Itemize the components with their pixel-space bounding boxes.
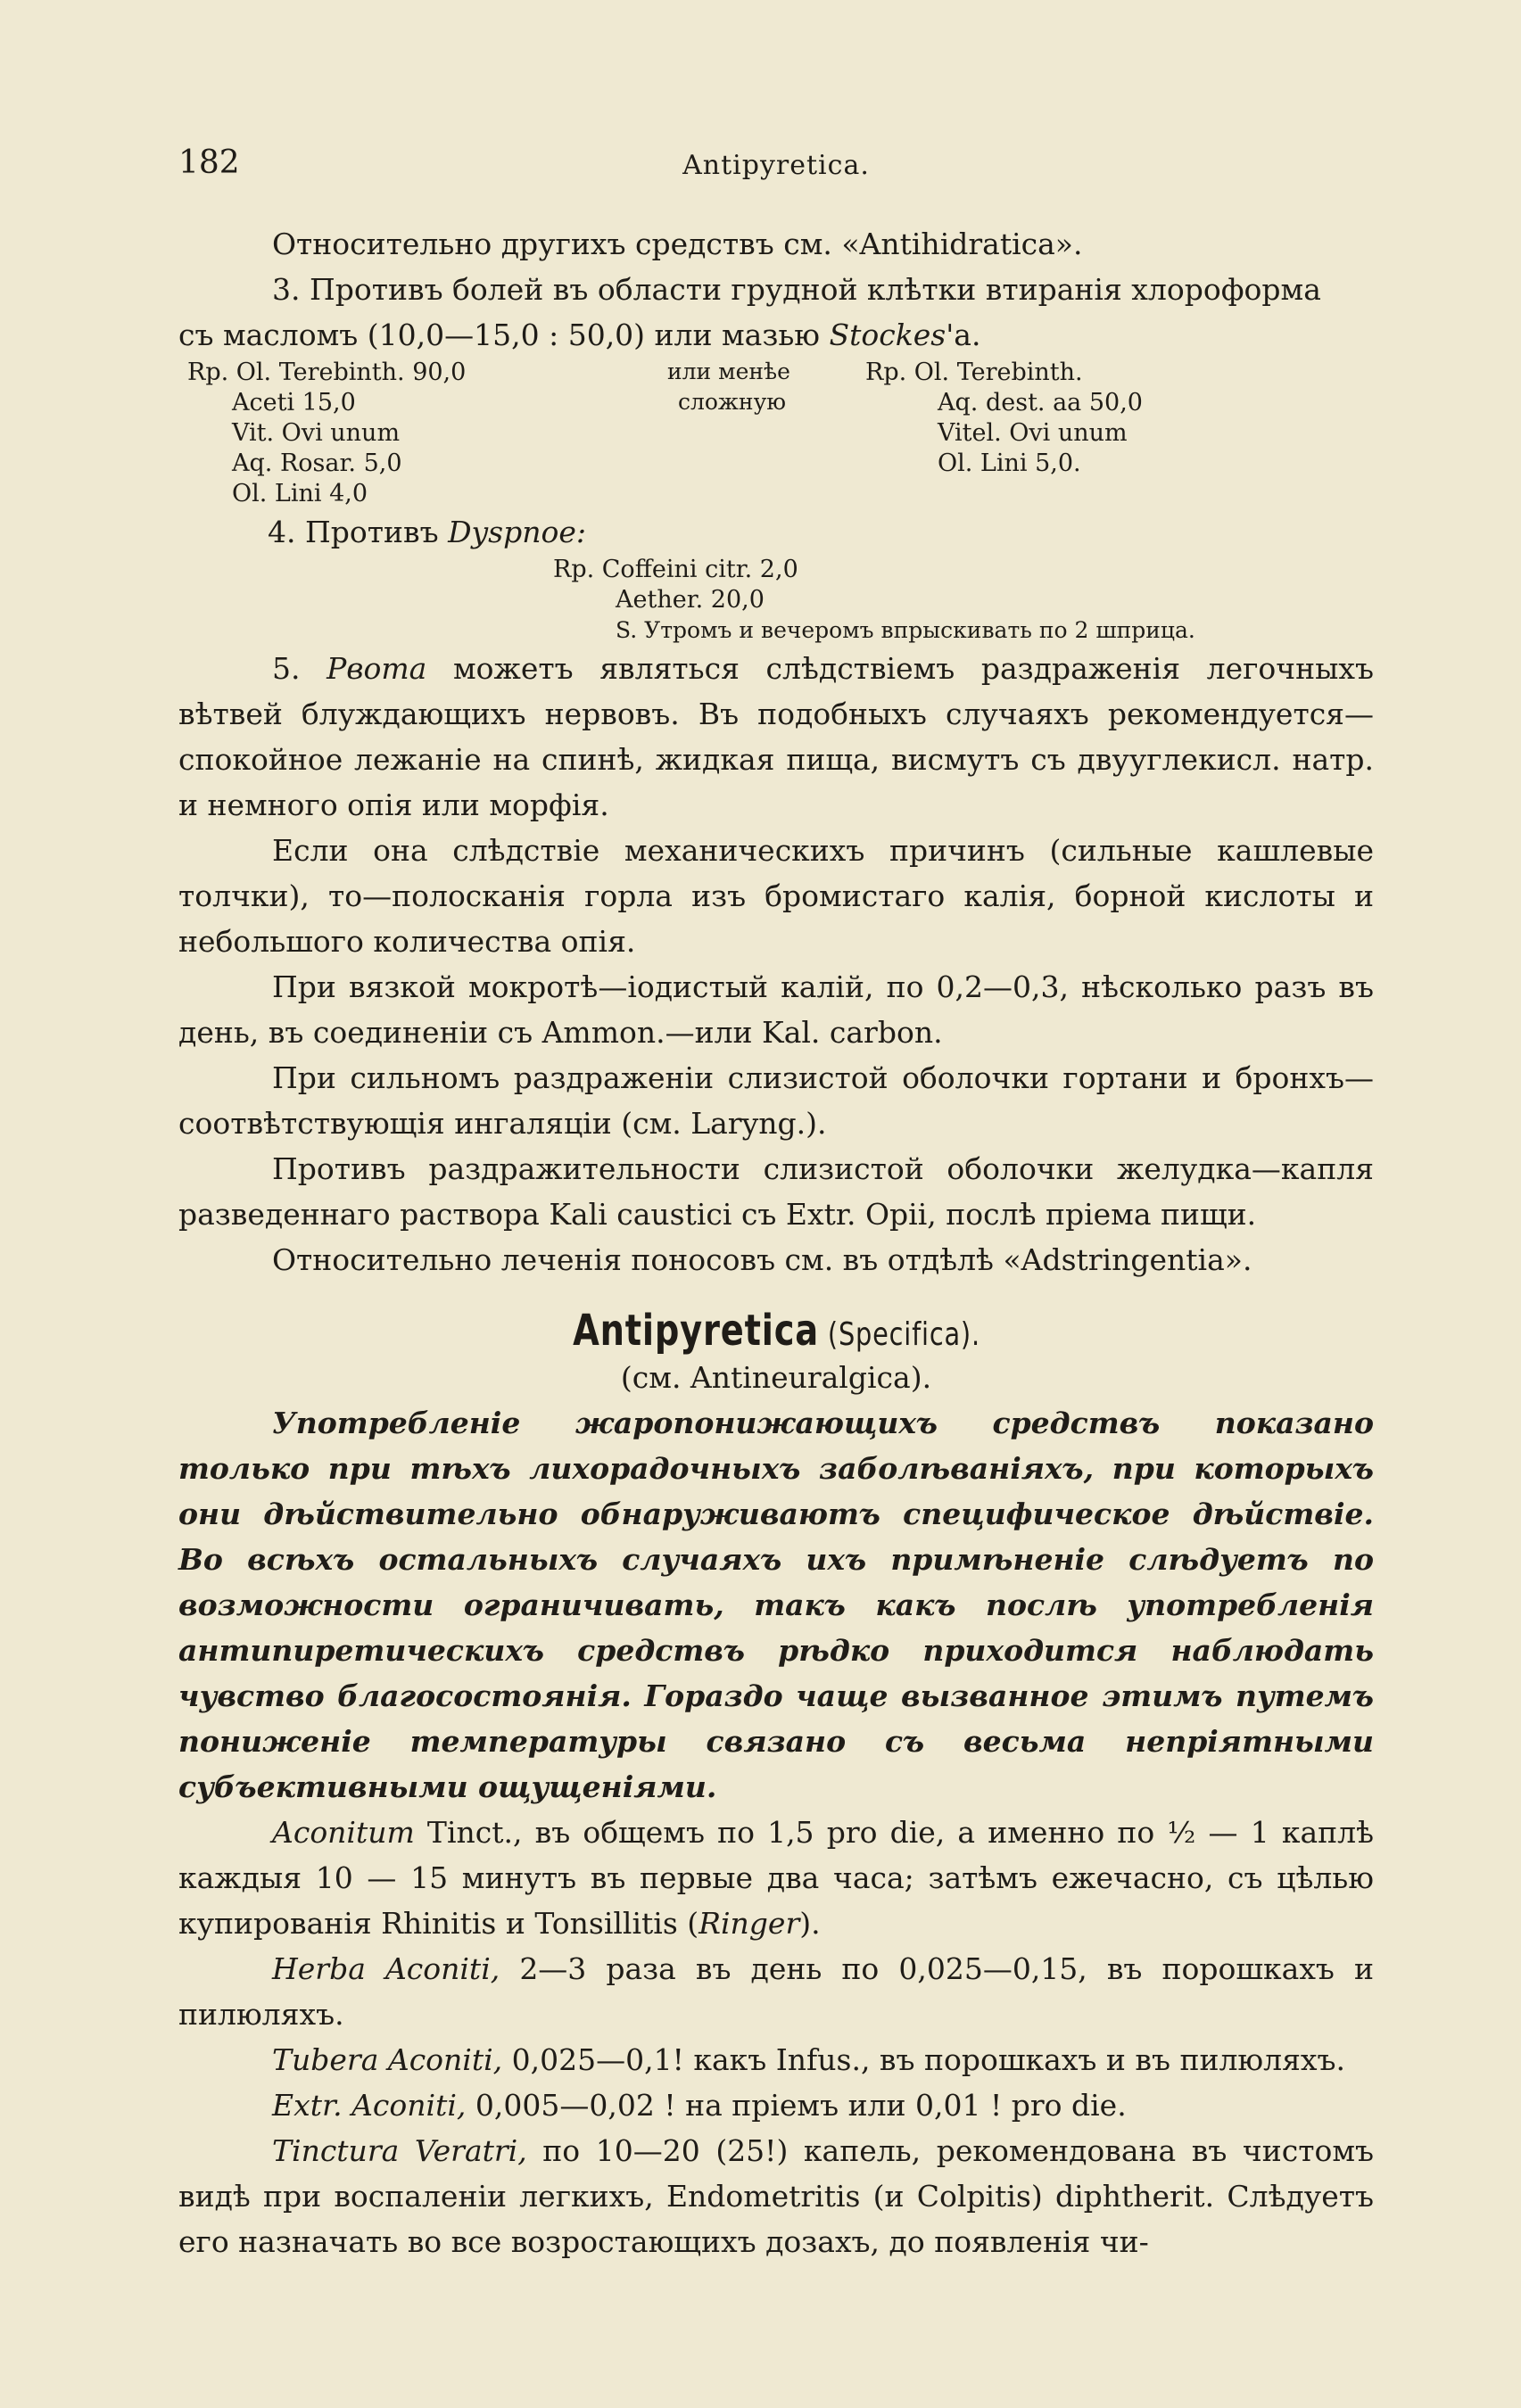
tinctura-paragraph	[178, 2128, 1374, 2264]
paragraph-6: Если она слѣдствіе механическихъ причинъ (сильные кашлевые толчки), то—полосканія горла изъ бромистаго калія, борной кислоты и небольшого количества опія.	[178, 833, 1374, 959]
p5-text: можетъ являться слѣдствіемъ раздраженія легочныхъ вѣтвей блуждающихъ нервовъ. Въ подобныхъ случаяхъ рекомендуется—спокойное лежаніе на спинѣ, жидкая пища, висмутъ съ двууглекисл. натр. и немного опія или морфія.	[178, 651, 1374, 822]
extr-italic: Extr. Aconiti,	[272, 2088, 467, 2123]
section-heading	[178, 1306, 1374, 1356]
paragraph-7: При вязкой мокротѣ—іодистый калій, по 0,2—0,3, нѣсколько разъ въ день, въ соединеніи съ Ammon.—или Kal. carbon.	[178, 969, 1374, 1050]
italic-paragraph: Употребленіе жаропонижающихъ средствъ показано только при тѣхъ лихорадочныхъ заболѣваніяхъ, при которыхъ они дѣйствительно обнаруживаютъ специфическое дѣйствіе. Во всѣхъ остальныхъ случаяхъ ихъ примѣненіе слѣдуетъ по возможности ограничивать, такъ какъ послѣ употребленія антипиретическихъ средствъ рѣдко приходится наблюдать чувство благосостоянія. Гораздо чаще вызванное этимъ путемъ пониженіе температуры связано съ весьма непріятными субъективными ощущеніями.	[178, 1406, 1374, 1804]
tubera-text: 0,025—0,1! какъ Infus., въ порошкахъ и въ пилюляхъ.	[502, 2042, 1346, 2077]
section-title-sub: (Specifica).	[818, 1316, 980, 1353]
rx-row	[178, 358, 1374, 388]
aconitum-italic-2: Ringer	[699, 1906, 800, 1941]
rx-cell: Rp. Coffeini citr. 2,0	[553, 556, 798, 583]
p3-text: съ масломъ (10,0—15,0 : 50,0) или мазью	[178, 317, 830, 352]
p3-italic: Stockes	[829, 317, 946, 352]
paragraph-9: Противъ раздражительности слизистой оболочки желудка—капля разведеннаго раствора Kali caustici съ Extr. Opii, послѣ пріема пищи.	[178, 1151, 1374, 1232]
running-title: Antipyretica.	[682, 150, 870, 181]
tinctura-italic: Tinctura Veratri,	[272, 2133, 527, 2168]
section-title-text: Antipyretica	[572, 1306, 819, 1356]
p4-italic: Dyspnoe:	[448, 515, 586, 549]
extr-paragraph	[178, 2082, 1374, 2128]
p5-italic: Рвота	[327, 651, 427, 686]
paragraph-3-line1: 3. Противъ болей въ области грудной клѣтки втиранія хлороформа	[272, 272, 1321, 307]
prescription-block-1	[178, 358, 1374, 509]
rx-cell: Aether. 20,0	[616, 586, 765, 614]
herba-italic: Herba Aconiti,	[272, 1951, 500, 1986]
rx-row	[178, 479, 1374, 509]
paragraph-5	[178, 646, 1374, 828]
aconitum-paragraph	[178, 1810, 1374, 1946]
paragraph-10: Относительно леченія поносовъ см. въ отдѣлѣ «Adstringentia».	[272, 1242, 1252, 1277]
paragraph-3-line2	[178, 312, 1374, 358]
tubera-paragraph	[178, 2037, 1374, 2082]
rx-row	[178, 555, 1374, 585]
rx-row	[178, 388, 1374, 418]
rx-cell: сложную	[678, 389, 787, 415]
p3-end: 'а.	[946, 317, 981, 352]
prescription-block-2	[178, 555, 1374, 646]
paragraph-4	[178, 509, 1374, 555]
tubera-italic: Tubera Aconiti,	[272, 2042, 503, 2077]
rx-row	[178, 418, 1374, 449]
rx-cell: S. Утромъ и вечеромъ впрыскивать по 2 шприца.	[616, 617, 1195, 643]
tinctura-text: по 10—20 (25!) капель, рекомендована въ чистомъ видѣ при воспаленіи легкихъ, Endometritis (и Colpitis) diphtherit. Слѣдуетъ его назначать во все возростающихъ дозахъ, до появленія чи-	[178, 2133, 1374, 2259]
section-subtitle: (см. Antineuralgica).	[620, 1360, 932, 1395]
rx-cell: Aceti 15,0	[232, 389, 356, 416]
rx-cell: Rp. Ol. Terebinth.	[865, 359, 1083, 386]
rx-cell: Aq. Rosar. 5,0	[232, 449, 402, 477]
aconitum-italic: Aconitum	[272, 1815, 415, 1850]
rx-cell: Aq. dest. aa 50,0	[938, 389, 1143, 416]
section-title	[573, 1306, 980, 1356]
aconitum-end: ).	[799, 1906, 821, 1941]
herba-paragraph	[178, 1946, 1374, 2037]
paragraph-8: При сильномъ раздраженіи слизистой оболочки гортани и бронхъ—соотвѣтствующія ингаляціи (см. Laryng.).	[178, 1060, 1374, 1141]
rx-cell: или менѣе	[667, 359, 790, 384]
rx-cell: Ol. Lini 4,0	[232, 480, 368, 507]
p4-text: 4. Противъ	[268, 515, 449, 549]
rx-cell: Vit. Ovi unum	[232, 419, 401, 447]
page-header	[178, 144, 1374, 189]
rx-cell: Rp. Ol. Terebinth. 90,0	[187, 359, 467, 386]
aconitum-text: Tinct., въ общемъ по 1,5 pro die, а именно по ½ — 1 каплѣ каждыя 10 — 15 минутъ въ первые два часа; затѣмъ ежечасно, съ цѣлью купированія Rhinitis и Tonsillitis (	[178, 1815, 1374, 1941]
extr-text: 0,005—0,02 ! на пріемъ или 0,01 ! pro die.	[466, 2088, 1127, 2123]
rx-row	[178, 615, 1374, 646]
rx-row	[178, 585, 1374, 615]
rx-row	[178, 449, 1374, 479]
rx-cell: Ol. Lini 5,0.	[938, 449, 1081, 477]
herba-text: 2—3 раза въ день по 0,025—0,15, въ порошкахъ и пилюляхъ.	[178, 1951, 1374, 2032]
page-number: 182	[178, 144, 240, 181]
paragraph-intro: Относительно другихъ средствъ см. «Antihidratica».	[272, 227, 1083, 261]
p5-lead: 5.	[272, 651, 327, 686]
page-body	[178, 221, 1374, 2264]
rx-cell: Vitel. Ovi unum	[938, 419, 1128, 447]
